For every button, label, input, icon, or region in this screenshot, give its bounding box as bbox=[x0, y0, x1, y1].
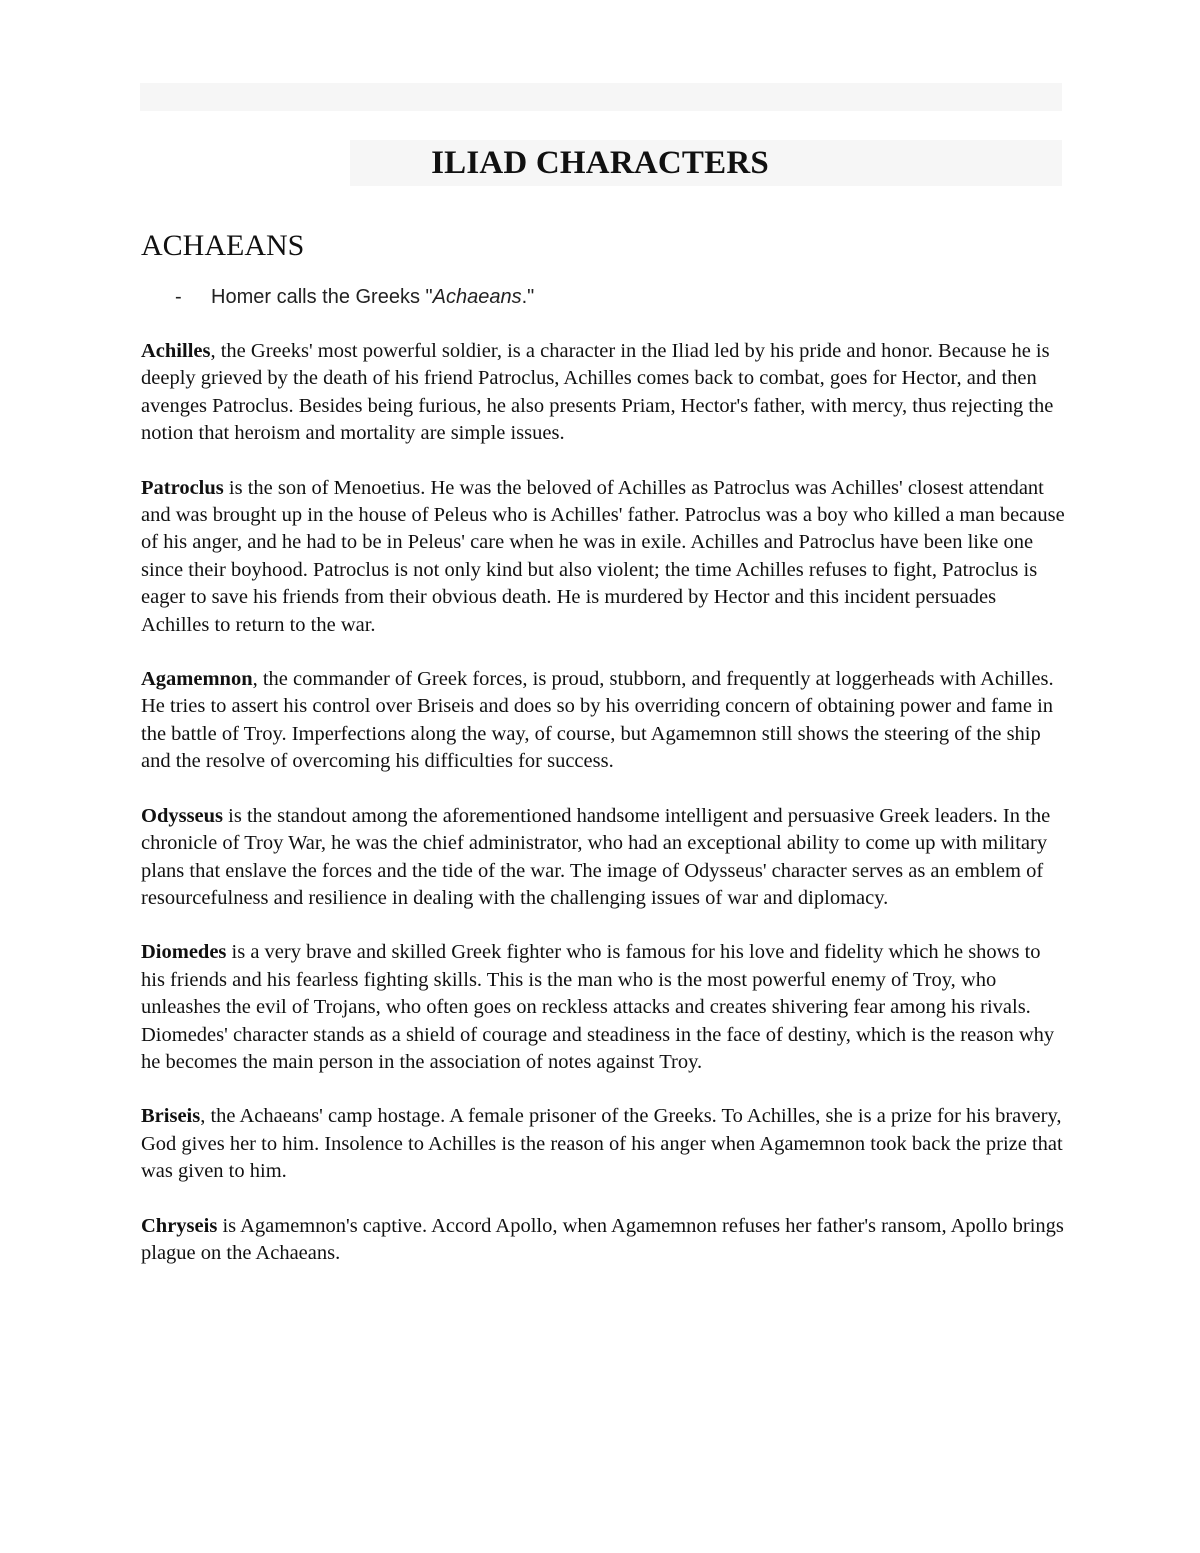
character-name: Odysseus bbox=[141, 804, 224, 827]
character-entry-patroclus bbox=[141, 475, 1066, 639]
character-description: is the standout among the aforementioned handsome intelligent and persuasive Greek leaders. In the chronicle of Troy War, he was the chief administrator, who had an exceptional ability to come up with military plans that enslave the forces and the tide of the war. The image of Odysseus' character serves as an emblem of resourcefulness and resilience in dealing with the challenging issues of war and diplomacy. bbox=[141, 804, 1051, 909]
character-name: Diomedes bbox=[141, 941, 227, 964]
character-entry-briseis bbox=[141, 1103, 1066, 1185]
bullet-text bbox=[211, 286, 534, 308]
character-description: , the Greeks' most powerful soldier, is a character in the Iliad led by his pride and honor. Because he is deeply grieved by the death of his friend Patroclus, Achilles comes back to combat, goes for Hector, and then avenges Patroclus. Besides being furious, he also presents Priam, Hector's father, with mercy, thus rejecting the notion that heroism and mortality are simple issues. bbox=[141, 340, 1054, 445]
bullet-text-quoted: Achaeans bbox=[432, 286, 522, 308]
character-description: , the Achaeans' camp hostage. A female prisoner of the Greeks. To Achilles, she is a prize for his bravery, God gives her to him. Insolence to Achilles is the reason of his anger when Agamemnon took back the prize that was given to him. bbox=[141, 1105, 1063, 1183]
character-entry-diomedes bbox=[141, 939, 1066, 1076]
character-description: is a very brave and skilled Greek fighter who is famous for his love and fidelity which he shows to his friends and his fearless fighting skills. This is the man who is the most powerful enemy of Troy, who unleashes the evil of Trojans, who often goes on reckless attacks and creates shivering fear among his rivals. Diomedes' character stands as a shield of courage and steadiness in the face of destiny, which is the reason why he becomes the main person in the association of notes against Troy. bbox=[141, 941, 1055, 1073]
character-entries bbox=[141, 338, 1066, 1294]
character-name: Achilles bbox=[141, 340, 211, 362]
bullet-text-before: Homer calls the Greeks " bbox=[211, 286, 433, 308]
character-entry-chryseis bbox=[141, 1213, 1066, 1268]
character-description: is Agamemnon's captive. Accord Apollo, when Agamemnon refuses her father's ransom, Apollo brings plague on the Achaeans. bbox=[141, 1214, 1064, 1264]
character-entry-agamemnon bbox=[141, 666, 1066, 776]
document-title: ILIAD CHARACTERS bbox=[431, 145, 769, 181]
header-band bbox=[140, 83, 1062, 111]
character-name: Agamemnon bbox=[141, 668, 253, 691]
character-name: Chryseis bbox=[141, 1214, 218, 1237]
bullet-item bbox=[175, 283, 534, 311]
character-entry-achilles bbox=[141, 338, 1066, 448]
character-name: Patroclus bbox=[141, 476, 224, 499]
bullet-dash: - bbox=[175, 286, 182, 308]
section-heading-achaeans: ACHAEANS bbox=[141, 229, 305, 262]
character-description: , the commander of Greek forces, is proud, stubborn, and frequently at loggerheads with Achilles. He tries to assert his control over Briseis and does so by his overriding concern of obtaining power and fame in the battle of Troy. Imperfections along the way, of course, but Agamemnon still shows the steering of the ship and the resolve of overcoming his difficulties for success. bbox=[141, 668, 1054, 773]
bullet-text-after: ." bbox=[521, 286, 535, 308]
character-name: Briseis bbox=[141, 1105, 201, 1128]
character-description: is the son of Menoetius. He was the beloved of Achilles as Patroclus was Achilles' closest attendant and was brought up in the house of Peleus who is Achilles' father. Patroclus was a boy who killed a man because of his anger, and he had to be in Peleus' care when he was in exile. Achilles and Patroclus have been like one since their boyhood. Patroclus is not only kind but also violent; the time Achilles refuses to fight, Patroclus is eager to save his friends from their obvious death. He is murdered by Hector and this incident persuades Achilles to return to the war. bbox=[141, 476, 1065, 636]
character-entry-odysseus bbox=[141, 803, 1066, 913]
